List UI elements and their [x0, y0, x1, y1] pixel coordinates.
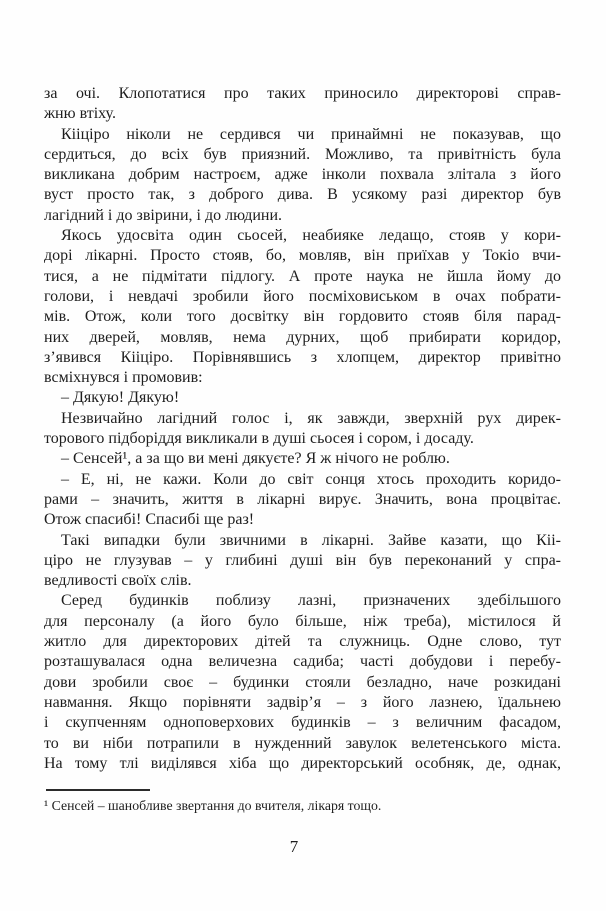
text-line: вуст просто так, з доброго дива. В усякому разі директор був [44, 186, 561, 204]
text-line: – Дякую! Дякую! [61, 389, 180, 407]
text-line: викликана добрим настроєм, адже інколи похвала злітала з його [44, 166, 561, 184]
text-line: жню втіху. [44, 105, 116, 123]
text-line: за очі. Клопотатися про таких приносило директорові справ- [44, 85, 561, 102]
text-line: житло для директорових дітей та служниць. Одне слово, тут [44, 633, 561, 651]
footnote-separator [46, 789, 150, 791]
text-line: голови, і невдачі зробили його посміховиськом в очах побрати- [44, 287, 561, 305]
text-line: Незвичайно лагідний голос і, як завжди, зверхній рух дирек- [61, 409, 561, 427]
text-line: торового підборіддя викликали в душі сьосея і сором, і досаду. [44, 430, 474, 448]
text-line: Серед будинків поблизу лазні, призначених здебільшого [61, 592, 561, 610]
text-line: з’явився Кііціро. Порівнявшись з хлопцем, директор привітно [44, 348, 561, 366]
text-line: рами – значить, життя в лікарні вирує. Значить, вона процвітає. [44, 490, 561, 508]
text-line: ціро не глузував – у глибині душі він був переконаний у спра- [44, 551, 561, 569]
text-line: і скупченням одноповерхових будинків – з величним фасадом, [44, 714, 561, 732]
text-line: навмання. Якщо порівняти задвір’я – з його лазнею, їдальнею [44, 693, 561, 711]
text-line: Отож спасибі! Спасибі ще раз! [44, 511, 255, 529]
text-line: ведливості своїх слів. [44, 572, 192, 590]
text-line: Кііціро ніколи не сердився чи принаймні не показував, що [61, 125, 561, 143]
text-line: розташувалася одна величезна садиба; часті добудови і перебу- [44, 653, 561, 671]
text-line: то ви ніби потрапили в нужденний завулок велетенського міста. [44, 734, 561, 752]
text-line: Такі випадки були звичними в лікарні. Зайве казати, що Кіі- [61, 531, 561, 549]
text-line: для персоналу (а його було більше, ніж треба), містилося й [44, 612, 561, 630]
text-block [44, 84, 561, 774]
footnote-text: ¹ Сенсей – шанобливе звертання до вчителя, лікаря тощо. [44, 798, 382, 813]
text-line: дорі лікарні. Просто стояв, бо, мовляв, він приїхав у Токіо вчи- [44, 247, 561, 265]
text-line: тися, а не підмітати підлогу. А проте наука не йшла йому до [44, 267, 561, 285]
page-number: 7 [289, 837, 299, 856]
text-line: всміхнувся і промовив: [44, 369, 203, 387]
text-line: – Е, ні, не кажи. Коли до світ сонця хтось проходить коридо- [61, 470, 561, 488]
text-line: них дверей, мовляв, нема дурних, щоб прибирати коридор, [44, 328, 561, 346]
text-line: мів. Отож, коли того досвітку він гордовито стояв біля парад- [44, 308, 561, 326]
text-line: На тому тлі виділявся хіба що директорський особняк, де, однак, [44, 754, 561, 772]
text-line: лагідний і до звірини, і до людини. [44, 206, 283, 224]
text-line: – Сенсей¹, а за що ви мені дякуєте? Я ж нічого не роблю. [61, 450, 450, 468]
text-line: сердиться, до всіх був приязний. Можливо, та привітність була [44, 145, 561, 163]
text-line: Якось удосвіта один сьосей, неабияке ледащо, стояв у кори- [61, 227, 561, 245]
text-line: дови зробили своє – будинки стояли безладно, наче розкидані [44, 673, 561, 691]
